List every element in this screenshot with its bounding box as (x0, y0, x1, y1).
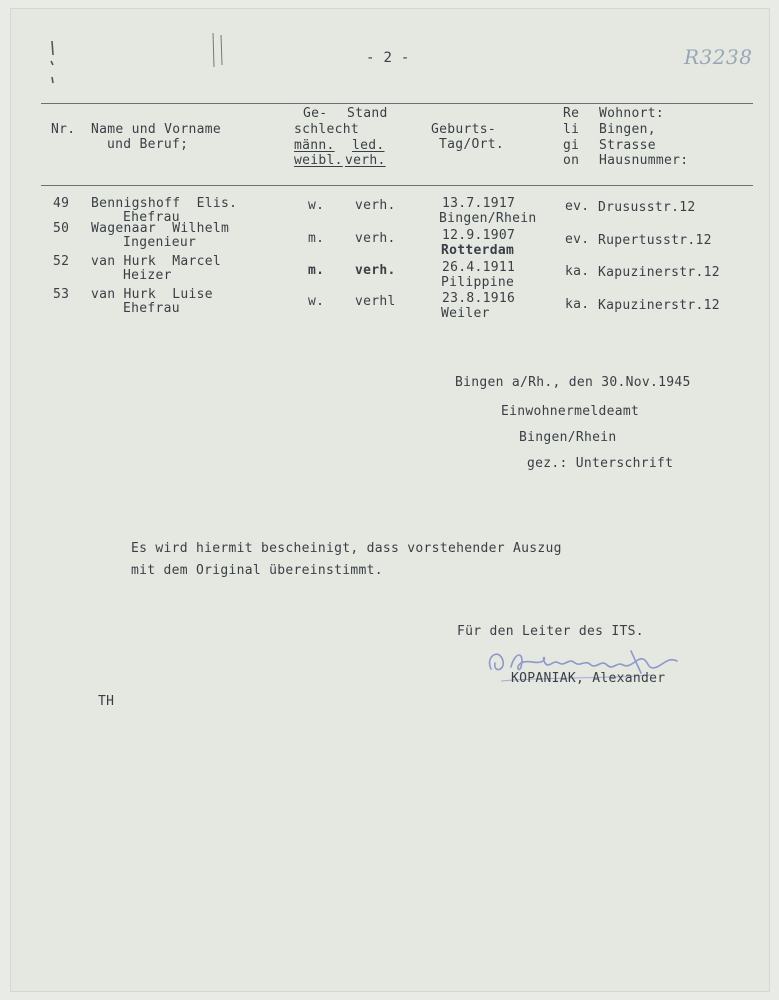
row-birth-date: 12.9.1907 (442, 228, 516, 243)
row-profession: Heizer (123, 268, 172, 283)
header-status-line3: led. (352, 138, 385, 153)
row-birth-date: 23.8.1916 (442, 291, 516, 306)
row-profession: Ehefrau (123, 301, 180, 316)
for-leader-line: Für den Leiter des ITS. (457, 624, 644, 639)
table-header-rule (41, 185, 753, 186)
row-name: van Hurk Luise (91, 287, 213, 302)
certification-line2: mit dem Original übereinstimmt. (131, 563, 383, 578)
header-address-line3: Strasse (599, 138, 656, 153)
row-religion: ev. (565, 232, 590, 247)
row-status: verh. (355, 263, 396, 278)
header-address-line4: Hausnummer: (599, 153, 689, 168)
row-profession: Ehefrau (123, 210, 180, 225)
page-number: - 2 - (366, 50, 410, 66)
handwritten-margin-marks (49, 39, 79, 99)
row-religion: ka. (565, 264, 590, 279)
reference-code (684, 45, 752, 69)
header-religion-line1: Re (563, 106, 580, 121)
header-gender-line1: Ge- (303, 106, 328, 121)
row-nr: 52 (53, 254, 70, 269)
header-status-line1: Stand (347, 106, 388, 121)
header-address-line1: Wohnort: (599, 106, 665, 121)
certification-line1: Es wird hiermit bescheinigt, dass vorstehender Auszug (131, 541, 562, 556)
row-name: Wagenaar Wilhelm (91, 221, 230, 236)
row-gender: w. (308, 294, 325, 309)
document-page (10, 8, 770, 992)
signed-note: gez.: Unterschrift (527, 456, 674, 471)
row-gender: m. (308, 263, 325, 278)
header-gender-line2: schlecht (294, 122, 360, 137)
office-city: Bingen/Rhein (519, 430, 617, 445)
header-religion-line2: li (563, 122, 580, 137)
header-religion-line3: gi (563, 138, 580, 153)
header-status-line4: verh. (345, 153, 386, 168)
row-nr: 50 (53, 221, 70, 236)
header-gender-line3: männ. (294, 138, 335, 153)
table-top-rule (41, 103, 753, 104)
row-nr: 49 (53, 196, 70, 211)
place-date: Bingen a/Rh., den 30.Nov.1945 (455, 375, 691, 390)
header-birth-line1: Geburts- (431, 122, 497, 137)
row-status: verh. (355, 198, 396, 213)
row-birth-place: Rotterdam (441, 243, 515, 258)
row-birth-date: 13.7.1917 (442, 196, 516, 211)
row-gender: w. (308, 198, 325, 213)
row-address: Kapuzinerstr.12 (598, 265, 720, 280)
row-birth-place: Pilippine (441, 275, 515, 290)
handwritten-tick-marks (209, 31, 229, 71)
office-name: Einwohnermeldeamt (501, 404, 640, 419)
row-name: Bennigshoff Elis. (91, 196, 238, 211)
row-birth-date: 26.4.1911 (442, 260, 516, 275)
header-religion-line4: on (563, 153, 580, 168)
row-address: Drususstr.12 (598, 200, 696, 215)
row-name: van Hurk Marcel (91, 254, 222, 269)
header-address-line2: Bingen, (599, 122, 656, 137)
header-name-line1: Name und Vorname (91, 122, 222, 137)
row-gender: m. (308, 231, 325, 246)
signatory-name: KOPANIAK, Alexander (511, 671, 666, 686)
typist-initials: TH (98, 694, 115, 709)
header-gender-line4: weibl. (294, 153, 343, 168)
row-birth-place: Bingen/Rhein (439, 211, 537, 226)
row-profession: Ingenieur (123, 235, 197, 250)
row-status: verh. (355, 231, 396, 246)
row-birth-place: Weiler (441, 306, 490, 321)
row-address: Rupertusstr.12 (598, 233, 712, 248)
reference-code-text: R3238 (684, 45, 753, 69)
row-religion: ka. (565, 297, 590, 312)
header-birth-line2: Tag/Ort. (439, 137, 505, 152)
row-status: verhl (355, 294, 396, 309)
row-nr: 53 (53, 287, 70, 302)
header-name-line2: und Beruf; (107, 137, 189, 152)
row-address: Kapuzinerstr.12 (598, 298, 720, 313)
row-religion: ev. (565, 199, 590, 214)
header-nr: Nr. (51, 122, 76, 137)
